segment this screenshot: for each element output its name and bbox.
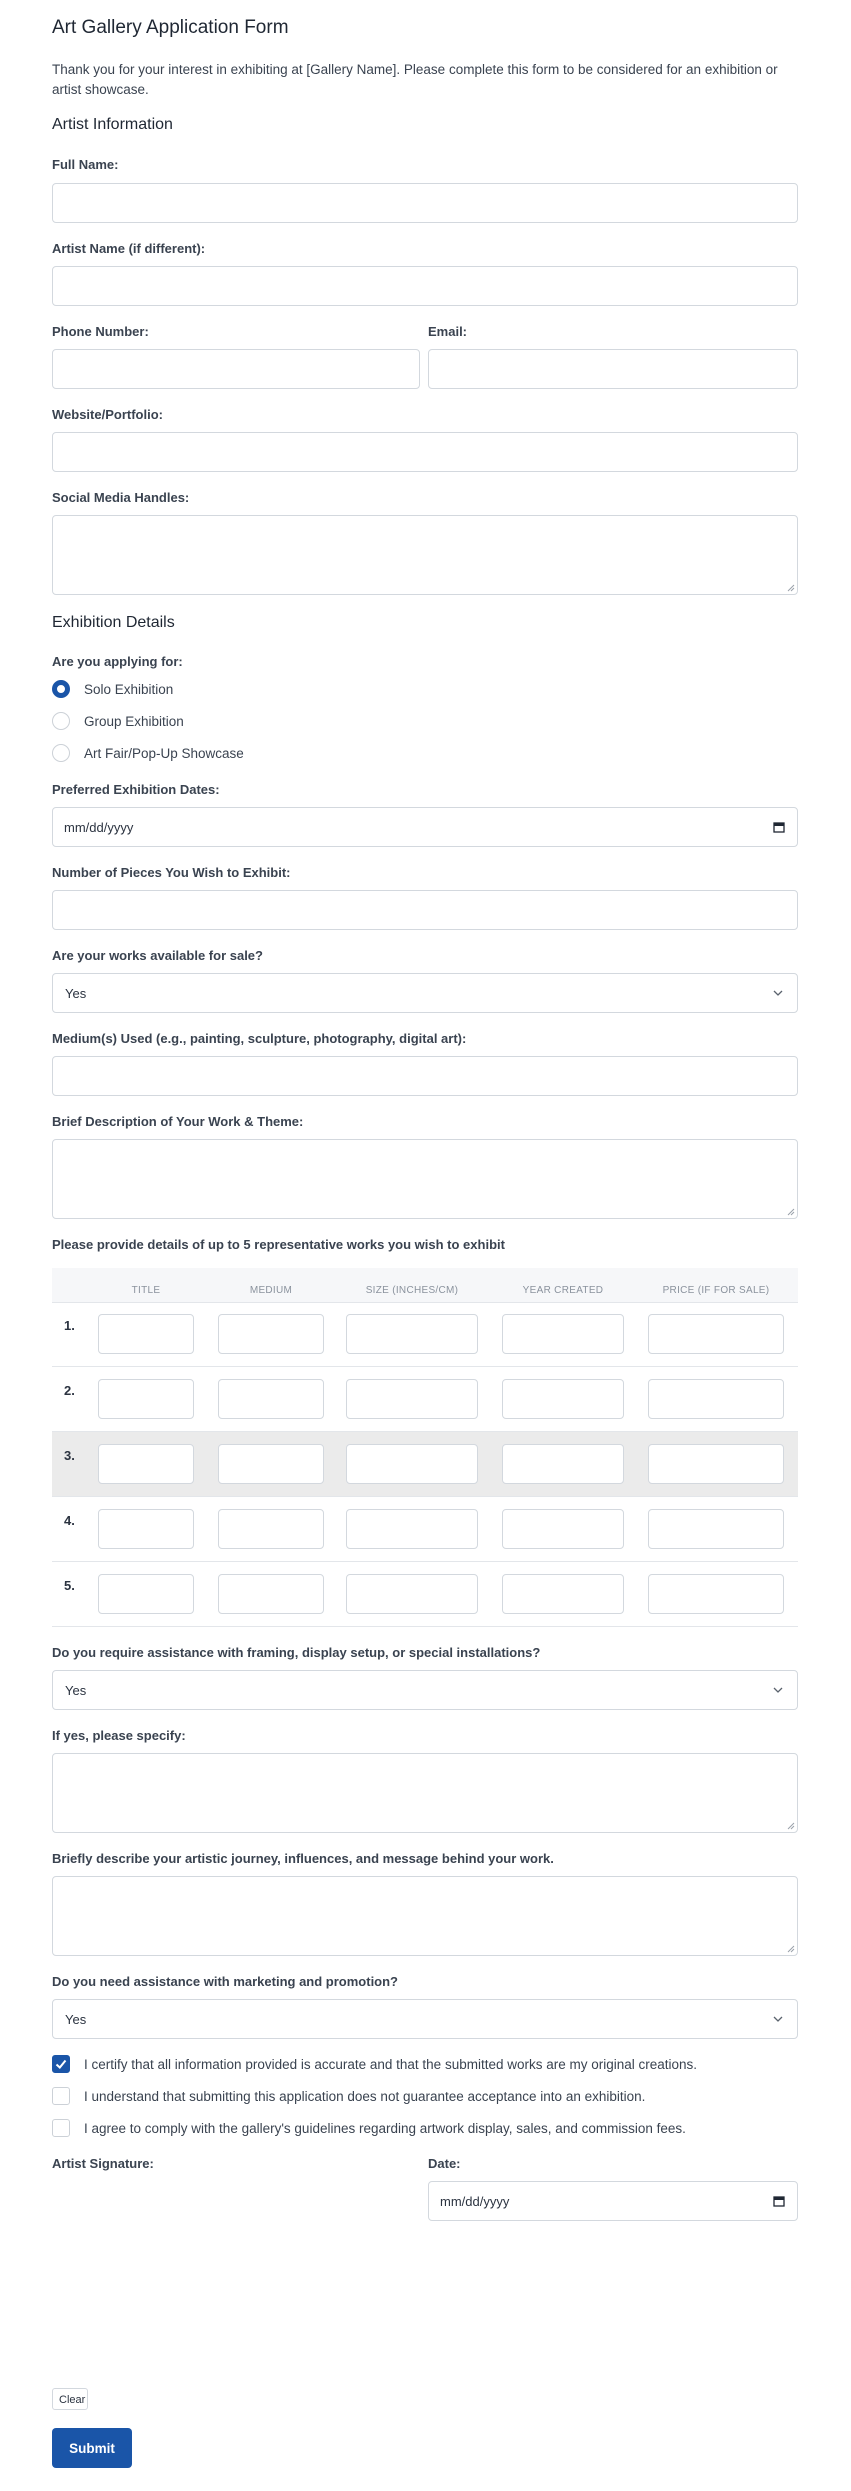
medium-input[interactable] (52, 1056, 798, 1096)
radio-button[interactable] (52, 712, 70, 730)
work-price-input[interactable] (648, 1314, 784, 1354)
description-textarea[interactable] (52, 1139, 798, 1219)
clear-button[interactable]: Clear (52, 2388, 88, 2410)
agreement-accuracy[interactable] (52, 2055, 798, 2075)
row-number: 2. (64, 1383, 75, 1398)
work-year-input[interactable] (502, 1314, 624, 1354)
for-sale-label: Are your works available for sale? (52, 948, 263, 963)
radio-option-group[interactable] (52, 712, 352, 732)
social-media-label: Social Media Handles: (52, 490, 190, 505)
full-name-input[interactable] (52, 183, 798, 223)
calendar-icon[interactable] (773, 821, 785, 833)
email-label: Email: (428, 324, 468, 339)
resize-grip-icon[interactable] (787, 1822, 795, 1830)
full-name-label: Full Name: (52, 157, 119, 172)
signature-label: Artist Signature: (52, 2156, 154, 2171)
specify-textarea[interactable] (52, 1753, 798, 1833)
calendar-icon[interactable] (773, 2195, 785, 2207)
framing-value: Yes (65, 1683, 87, 1698)
framing-label: Do you require assistance with framing, display setup, or special installations? (52, 1645, 541, 1660)
row-number: 1. (64, 1318, 75, 1333)
resize-grip-icon[interactable] (787, 584, 795, 592)
agreement-no-guarantee[interactable] (52, 2087, 798, 2107)
website-input[interactable] (52, 432, 798, 472)
medium-label: Medium(s) Used (e.g., painting, sculpture, photography, digital art): (52, 1031, 467, 1046)
date-placeholder: mm/dd/yyyy (440, 2194, 510, 2209)
for-sale-value: Yes (65, 986, 87, 1001)
artist-name-label: Artist Name (if different): (52, 241, 206, 256)
signature-pad[interactable] (52, 2182, 420, 2372)
applying-for-label: Are you applying for: (52, 654, 183, 669)
work-medium-input[interactable] (218, 1509, 324, 1549)
chevron-down-icon (771, 1683, 785, 1697)
journey-textarea[interactable] (52, 1876, 798, 1956)
row-divider (52, 1366, 798, 1367)
work-price-input[interactable] (648, 1444, 784, 1484)
row-number: 3. (64, 1448, 75, 1463)
description-label: Brief Description of Your Work & Theme: (52, 1114, 304, 1129)
chevron-down-icon (771, 2012, 785, 2026)
agreement-guidelines[interactable] (52, 2119, 798, 2139)
checkbox[interactable] (52, 2055, 70, 2073)
column-header-title: TITLE (131, 1285, 161, 1296)
radio-button[interactable] (52, 744, 70, 762)
signature-date-input[interactable] (428, 2181, 798, 2221)
pieces-input[interactable] (52, 890, 798, 930)
work-medium-input[interactable] (218, 1379, 324, 1419)
phone-label: Phone Number: (52, 324, 149, 339)
preferred-dates-label: Preferred Exhibition Dates: (52, 782, 220, 797)
preferred-dates-input[interactable] (52, 807, 798, 847)
marketing-value: Yes (65, 2012, 87, 2027)
marketing-label: Do you need assistance with marketing and promotion? (52, 1974, 398, 1989)
radio-label-solo: Solo Exhibition (84, 682, 174, 697)
work-size-input[interactable] (346, 1314, 478, 1354)
resize-grip-icon[interactable] (787, 1208, 795, 1216)
radio-option-solo[interactable] (52, 680, 352, 700)
date-label: Date: (428, 2156, 461, 2171)
work-size-input[interactable] (346, 1444, 478, 1484)
page-title: Art Gallery Application Form (52, 17, 289, 38)
works-table-heading: Please provide details of up to 5 representative works you wish to exhibit (52, 1237, 505, 1252)
work-title-input[interactable] (98, 1509, 194, 1549)
row-divider (52, 1626, 798, 1627)
artist-name-input[interactable] (52, 266, 798, 306)
phone-input[interactable] (52, 349, 420, 389)
work-price-input[interactable] (648, 1574, 784, 1614)
section-heading-artist-information: Artist Information (52, 116, 173, 133)
work-title-input[interactable] (98, 1314, 194, 1354)
work-price-input[interactable] (648, 1509, 784, 1549)
framing-select[interactable] (52, 1670, 798, 1710)
pieces-label: Number of Pieces You Wish to Exhibit: (52, 865, 291, 880)
checkmark-icon (53, 2056, 69, 2072)
work-year-input[interactable] (502, 1379, 624, 1419)
section-heading-exhibition-details: Exhibition Details (52, 614, 175, 631)
radio-option-art-fair[interactable] (52, 744, 352, 764)
email-input[interactable] (428, 349, 798, 389)
column-header-medium: MEDIUM (249, 1285, 293, 1296)
checkbox[interactable] (52, 2087, 70, 2105)
work-size-input[interactable] (346, 1574, 478, 1614)
work-medium-input[interactable] (218, 1574, 324, 1614)
work-medium-input[interactable] (218, 1444, 324, 1484)
row-number: 4. (64, 1513, 75, 1528)
work-size-input[interactable] (346, 1379, 478, 1419)
work-year-input[interactable] (502, 1509, 624, 1549)
radio-label-art-fair: Art Fair/Pop-Up Showcase (84, 746, 244, 761)
date-placeholder: mm/dd/yyyy (64, 820, 134, 835)
work-price-input[interactable] (648, 1379, 784, 1419)
column-header-price: PRICE (IF FOR SALE) (662, 1285, 770, 1296)
row-number: 5. (64, 1578, 75, 1593)
submit-button[interactable]: Submit (52, 2428, 132, 2468)
chevron-down-icon (771, 986, 785, 1000)
work-year-input[interactable] (502, 1574, 624, 1614)
column-header-year: YEAR CREATED (522, 1285, 604, 1296)
agreement-label: I understand that submitting this application does not guarantee acceptance into an exhibition. (84, 2089, 646, 2104)
work-year-input[interactable] (502, 1444, 624, 1484)
resize-grip-icon[interactable] (787, 1945, 795, 1953)
work-title-input[interactable] (98, 1444, 194, 1484)
work-title-input[interactable] (98, 1574, 194, 1614)
form-intro: Thank you for your interest in exhibiting at [Gallery Name]. Please complete this form to be considered for an exhibition or artist showcase. (52, 62, 778, 97)
work-size-input[interactable] (346, 1509, 478, 1549)
website-label: Website/Portfolio: (52, 407, 163, 422)
radio-button[interactable] (52, 680, 70, 698)
checkbox[interactable] (52, 2119, 70, 2137)
for-sale-select[interactable] (52, 973, 798, 1013)
social-media-textarea[interactable] (52, 515, 798, 595)
radio-label-group: Group Exhibition (84, 714, 184, 729)
journey-label: Briefly describe your artistic journey, influences, and message behind your work. (52, 1851, 554, 1866)
work-medium-input[interactable] (218, 1314, 324, 1354)
column-header-size: SIZE (INCHES/CM) (365, 1285, 459, 1296)
marketing-select[interactable] (52, 1999, 798, 2039)
specify-label: If yes, please specify: (52, 1728, 186, 1743)
agreement-label: I certify that all information provided is accurate and that the submitted works are my original creations. (84, 2057, 698, 2072)
row-divider (52, 1496, 798, 1497)
work-title-input[interactable] (98, 1379, 194, 1419)
agreement-label: I agree to comply with the gallery's guidelines regarding artwork display, sales, and commission fees. (84, 2121, 686, 2136)
row-divider (52, 1561, 798, 1562)
